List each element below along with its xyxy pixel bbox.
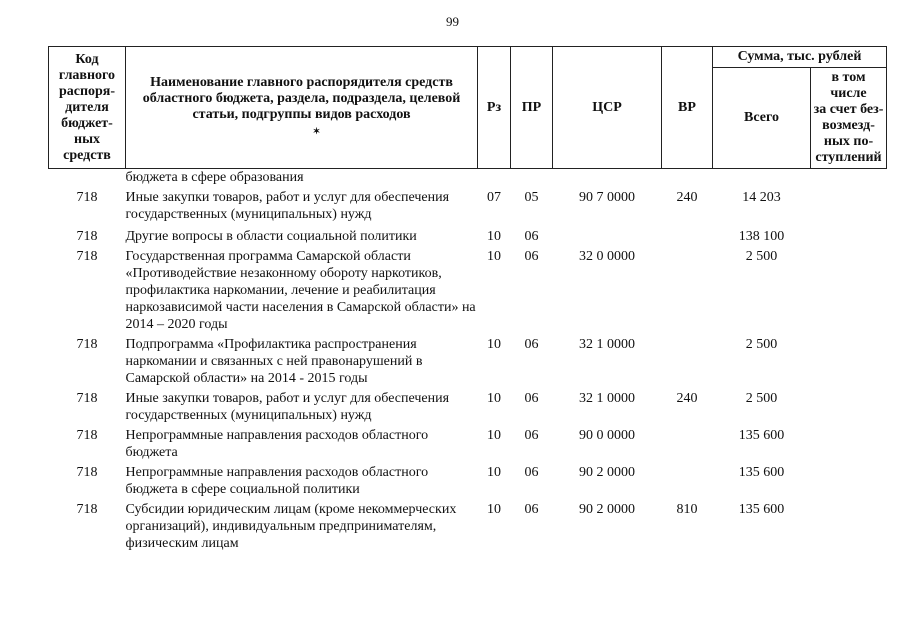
cell-total: 135 600 — [738, 502, 785, 517]
cell-free — [811, 498, 887, 552]
cell-total: 135 600 — [738, 428, 785, 443]
cell-pr: 06 — [524, 337, 539, 352]
cell-name: Субсидии юридическим лицам (кроме некоммерческих организаций), индивидуальным предпринимателям, физическим лицам — [125, 502, 457, 551]
table-row — [49, 424, 887, 461]
cell-rz: 10 — [487, 337, 501, 352]
cell-csr: 90 2 0000 — [579, 502, 635, 517]
cell-rz: 07 — [487, 190, 501, 205]
cell-rz: 10 — [487, 391, 501, 406]
cell-code: 718 — [76, 337, 98, 352]
cell-total: 14 203 — [742, 190, 781, 205]
cell-name: Непрограммные направления расходов областного бюджета — [125, 428, 429, 460]
cell-pr: 05 — [524, 190, 539, 205]
cell-csr — [553, 223, 662, 245]
cell-rz: 10 — [487, 502, 501, 517]
cell-code: 718 — [76, 190, 98, 205]
cell-vr — [662, 245, 713, 333]
table-row — [49, 387, 887, 424]
page-number: 99 — [446, 14, 459, 29]
cell-vr: 810 — [676, 502, 698, 517]
cell-free — [811, 333, 887, 387]
header-name — [126, 47, 478, 169]
cell-pr: 06 — [524, 229, 539, 244]
cell-rz: 10 — [487, 249, 501, 264]
cell-total: 2 500 — [745, 337, 778, 352]
table-row — [49, 461, 887, 498]
cell-vr — [662, 223, 713, 245]
cell-name: Непрограммные направления расходов областного бюджета в сфере социальной политики — [125, 465, 429, 497]
budget-table — [48, 46, 887, 552]
cell-code: 718 — [76, 229, 98, 244]
cell-name: Другие вопросы в области социальной политики — [125, 229, 417, 244]
table-body — [49, 169, 887, 553]
cell-total: 2 500 — [745, 249, 778, 264]
cell-pr: 06 — [524, 465, 539, 480]
cell-free — [811, 461, 887, 498]
header-sum-title: Сумма, тыс. рублей — [713, 47, 887, 68]
continuation-row — [49, 169, 887, 187]
cell-code: 718 — [76, 249, 98, 264]
cell-name: Иные закупки товаров, работ и услуг для обеспечения государственных (муниципальных) нужд — [125, 391, 450, 423]
table-row — [49, 245, 887, 333]
cell-csr: 32 1 0000 — [579, 391, 635, 406]
cell-vr — [662, 461, 713, 498]
header-name-text: Наименование главного распорядителя средств областного бюджета, раздела, подраздела, целевой статьи, подгруппы видов расходов — [142, 75, 461, 123]
cell-code: 718 — [76, 465, 98, 480]
header-pr: ПР — [511, 47, 553, 169]
cell-code: 718 — [76, 428, 98, 443]
cell-rz: 10 — [487, 229, 501, 244]
cell-free — [811, 223, 887, 245]
star-mark-icon: ✶ — [312, 126, 321, 137]
cell-name: Иные закупки товаров, работ и услуг для обеспечения государственных (муниципальных) нужд — [125, 190, 450, 222]
cell-name: Подпрограмма «Профилактика распространения наркомании и связанных с ней правонарушений в Самарской области» на 2014 - 2015 годы — [125, 337, 423, 386]
table-header — [49, 47, 887, 169]
cell-csr: 90 0 0000 — [579, 428, 635, 443]
cell-code: 718 — [76, 391, 98, 406]
cell-pr: 06 — [524, 428, 539, 443]
cell-vr — [662, 333, 713, 387]
cell-vr: 240 — [676, 391, 698, 406]
cell-csr: 90 2 0000 — [579, 465, 635, 480]
cell-free — [811, 186, 887, 223]
table-row — [49, 333, 887, 387]
cell-pr: 06 — [524, 502, 539, 517]
table-row — [49, 498, 887, 552]
cell-total: 135 600 — [738, 465, 785, 480]
cell-free — [811, 424, 887, 461]
table-row — [49, 186, 887, 223]
cell-pr: 06 — [524, 249, 539, 264]
cell-total: 138 100 — [738, 229, 785, 244]
cell-code: 718 — [76, 502, 98, 517]
continuation-text: бюджета в сфере образования — [125, 170, 304, 185]
header-rz: Рз — [478, 47, 511, 169]
header-sum-free: в том числе за счет без- возмезд- ных по- ступлений — [811, 68, 887, 169]
cell-csr: 90 7 0000 — [579, 190, 635, 205]
table-row — [49, 223, 887, 245]
cell-pr: 06 — [524, 391, 539, 406]
header-sum-total: Всего — [713, 68, 811, 169]
cell-vr: 240 — [676, 190, 698, 205]
header-csr: ЦСР — [553, 47, 662, 169]
cell-free — [811, 387, 887, 424]
cell-rz: 10 — [487, 465, 501, 480]
header-vr: ВР — [662, 47, 713, 169]
cell-csr: 32 0 0000 — [579, 249, 635, 264]
header-code: Код главного распоря- дителя бюджет- ных средств — [49, 47, 126, 169]
cell-free — [811, 245, 887, 333]
cell-name: Государственная программа Самарской области «Противодействие незаконному обороту наркотиков, профилактика наркомании, лечение и реабилитация наркозависимой части населения в Самарской области» на 2014 – 2020 годы — [125, 249, 476, 332]
cell-rz: 10 — [487, 428, 501, 443]
cell-vr — [662, 424, 713, 461]
cell-total: 2 500 — [745, 391, 778, 406]
cell-csr: 32 1 0000 — [579, 337, 635, 352]
